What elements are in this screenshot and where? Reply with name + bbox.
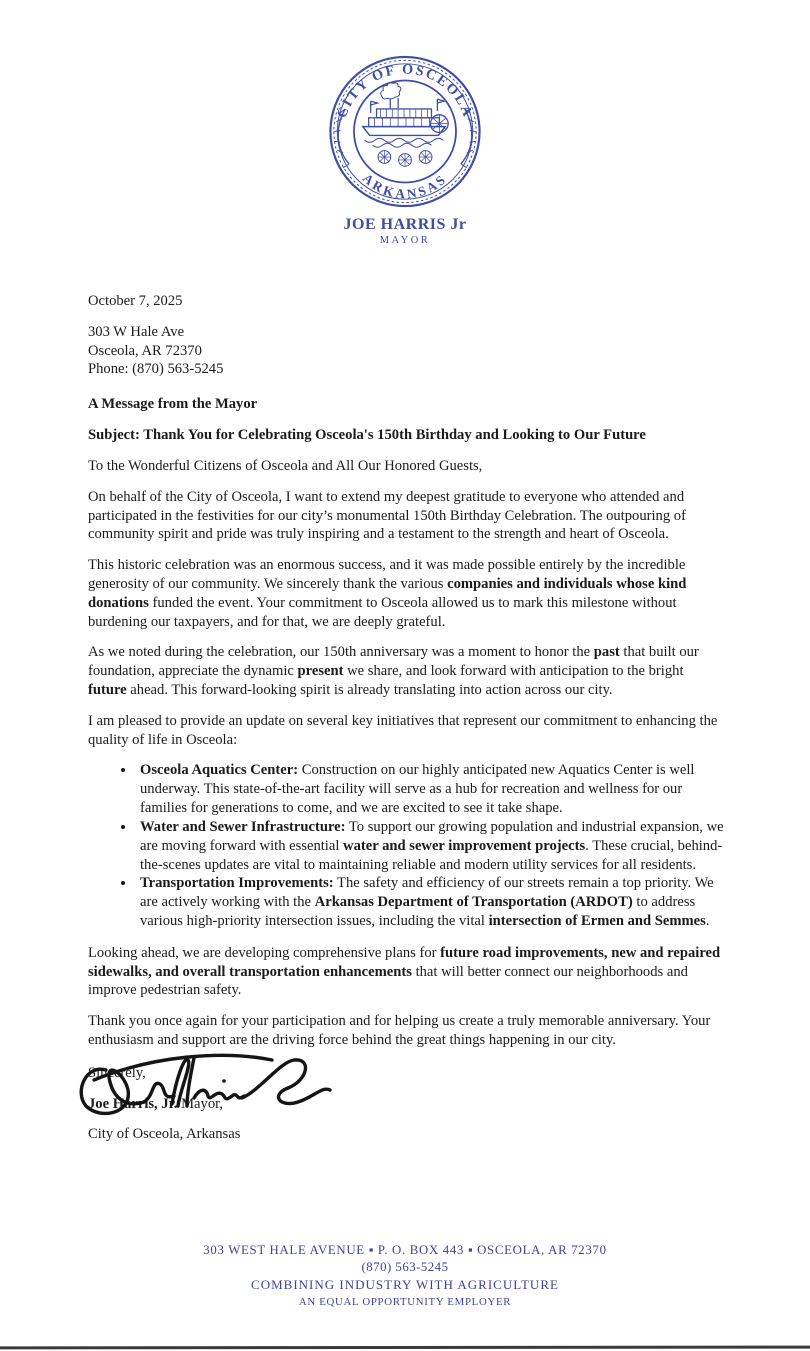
letterhead <box>0 54 810 246</box>
scan-edge-artifact <box>0 1346 810 1350</box>
message-heading: A Message from the Mayor <box>88 396 258 413</box>
signature <box>72 1048 342 1133</box>
seal-rings <box>330 57 479 206</box>
mayor-title: MAYOR <box>379 235 431 246</box>
paragraph-initiatives-intro: I am pleased to provide an update on several key initiatives that represent our commitment to enhancing the quality of life in Osceola: <box>88 712 718 748</box>
sincerely: Sincerely, <box>88 1064 146 1081</box>
sender-address <box>88 323 724 379</box>
seal-bottom-text: ARKANSAS <box>359 170 451 202</box>
city-seal <box>321 54 489 209</box>
footer-motto: COMBINING INDUSTRY WITH AGRICULTURE <box>251 1277 559 1292</box>
list-item-water-sewer: • Water and Sewer Infrastructure: To support our growing population and industrial expansion, we are moving forward with essential water and sewer improvement projects. These crucial, behind-the-scenes updates are vital to maintaining reliable and modern utility services for all residents. <box>136 818 724 874</box>
address-line: Phone: (870) 563-5245 <box>88 361 224 378</box>
address-line: Osceola, AR 72370 <box>88 342 202 359</box>
steamboat-illustration <box>363 83 448 167</box>
mayor-name: JOE HARRIS Jr <box>343 216 467 233</box>
greeting: To the Wonderful Citizens of Osceola and All Our Honored Guests, <box>88 457 483 474</box>
footer-phone: (870) 563-5245 <box>361 1260 449 1274</box>
paragraph-donations: This historic celebration was an enormous success, and it was made possible entirely by the incredible generosity of our community. We sincerely thank the various companies and individuals whose kind donations funded the event. Your commitment to Osceola allowed us to mark this milestone without burdening our taxpayers, and for that, we are deeply grateful. <box>88 557 687 630</box>
signer-city: City of Osceola, Arkansas <box>88 1126 241 1143</box>
list-item-aquatics-center: • Osceola Aquatics Center: Construction on our highly anticipated new Aquatics Center is well underway. This state-of-the-art facility will serve as a hub for recreation and wellness for our families for generations to come, and we are excited to see it take shape. <box>136 761 724 817</box>
list-item-transportation: • Transportation Improvements: The safety and efficiency of our streets remain a top priority. We are actively working with the Arkansas Department of Transportation (ARDOT) to address various high-priority intersection issues, including the vital intersection of Ermen and Semmes. <box>136 874 724 930</box>
footer-address: 303 WEST HALE AVENUE ▪ P. O. BOX 443 ▪ OSCEOLA, AR 72370 <box>203 1243 607 1257</box>
paragraph-past-present-future: As we noted during the celebration, our 150th anniversary was a moment to honor the past that built our foundation, appreciate the dynamic present we share, and look forward with anticipation to the bright future ahead. This forward-looking spirit is already translating into action across our city. <box>88 644 699 698</box>
seal-top-text: CITY OF OSCEOLA <box>333 61 477 121</box>
paragraph-thank-you: Thank you once again for your participation and for helping us create a truly memorable anniversary. Your enthusiasm and support are the driving force behind the great things happening in our city. <box>88 1013 711 1048</box>
signature-block <box>88 1064 724 1144</box>
signer-name: Joe Harris, Jr. Mayor, <box>88 1095 224 1112</box>
letter-body <box>88 292 724 1156</box>
address-line: 303 W Hale Ave <box>88 323 185 340</box>
paragraph-looking-ahead: Looking ahead, we are developing comprehensive plans for future road improvements, new and repaired sidewalks, and overall transportation enhancements that will better connect our neighborhoods and improve pedestrian safety. <box>88 944 721 999</box>
letter-date: October 7, 2025 <box>88 293 183 309</box>
letterhead-footer <box>0 1243 810 1308</box>
initiatives-list <box>88 761 724 930</box>
subject-line: Subject: Thank You for Celebrating Osceola's 150th Birthday and Looking to Our Future <box>88 427 646 444</box>
footer-eoe: AN EQUAL OPPORTUNITY EMPLOYER <box>298 1296 512 1308</box>
paragraph-gratitude: On behalf of the City of Osceola, I want to extend my deepest gratitude to everyone who attended and participated in the festivities for our city’s monumental 150th Birthday Celebration. The outpouring of community spirit and pride was truly inspiring and a testament to the strength and heart of Osceola. <box>88 488 686 543</box>
